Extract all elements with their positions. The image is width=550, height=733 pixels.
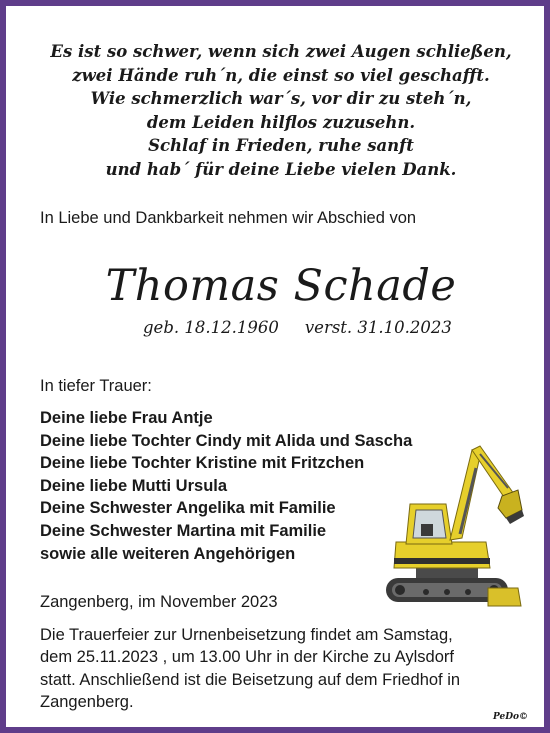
mourner-line: Deine Schwester Martina mit Familie bbox=[40, 521, 327, 540]
mourners-list bbox=[40, 407, 412, 565]
excavator-icon bbox=[376, 438, 526, 614]
life-dates bbox=[143, 318, 452, 337]
poem bbox=[6, 40, 550, 182]
funeral-line: Die Trauerfeier zur Urnenbeisetzung findet am Samstag, bbox=[40, 626, 453, 644]
death-date: verst. 31.10.2023 bbox=[304, 318, 452, 337]
funeral-line: statt. Anschließend ist die Beisetzung auf dem Friedhof in bbox=[40, 670, 461, 689]
mourner-line: Deine liebe Frau Antje bbox=[40, 409, 213, 427]
designer-signature: PeDo© bbox=[493, 712, 529, 722]
poem-line: zwei Hände ruh´n, die einst so viel geschafft. bbox=[72, 65, 490, 85]
birth-date: geb. 18.12.1960 bbox=[143, 318, 279, 337]
funeral-notice bbox=[40, 624, 460, 714]
intro-text: In Liebe und Dankbarkeit nehmen wir Abschied von bbox=[40, 209, 417, 227]
mourner-line: Deine liebe Tochter Cindy mit Alida und Sascha bbox=[40, 431, 413, 450]
mourner-line: Deine liebe Tochter Kristine mit Fritzchen bbox=[40, 454, 365, 473]
funeral-line: Zangenberg. bbox=[40, 693, 134, 712]
poem-line: Wie schmerzlich war´s, vor dir zu steh´n, bbox=[90, 89, 472, 109]
deceased-name: Thomas Schade bbox=[105, 261, 457, 311]
mourner-line: sowie alle weiteren Angehörigen bbox=[40, 544, 296, 563]
poem-line: Schlaf in Frieden, ruhe sanft bbox=[148, 136, 414, 156]
mourning-label: In tiefer Trauer: bbox=[40, 377, 152, 395]
mourner-line: Deine liebe Mutti Ursula bbox=[40, 476, 228, 495]
poem-line: und hab´ für deine Liebe vielen Dank. bbox=[105, 159, 457, 179]
funeral-line: dem 25.11.2023 , um 13.00 Uhr in der Kirche zu Aylsdorf bbox=[40, 648, 454, 667]
mourner-line: Deine Schwester Angelika mit Familie bbox=[40, 499, 336, 518]
place-date: Zangenberg, im November 2023 bbox=[40, 593, 278, 611]
poem-line: dem Leiden hilflos zuzusehn. bbox=[146, 112, 416, 132]
poem-line: Es ist so schwer, wenn sich zwei Augen schließen, bbox=[50, 42, 512, 61]
